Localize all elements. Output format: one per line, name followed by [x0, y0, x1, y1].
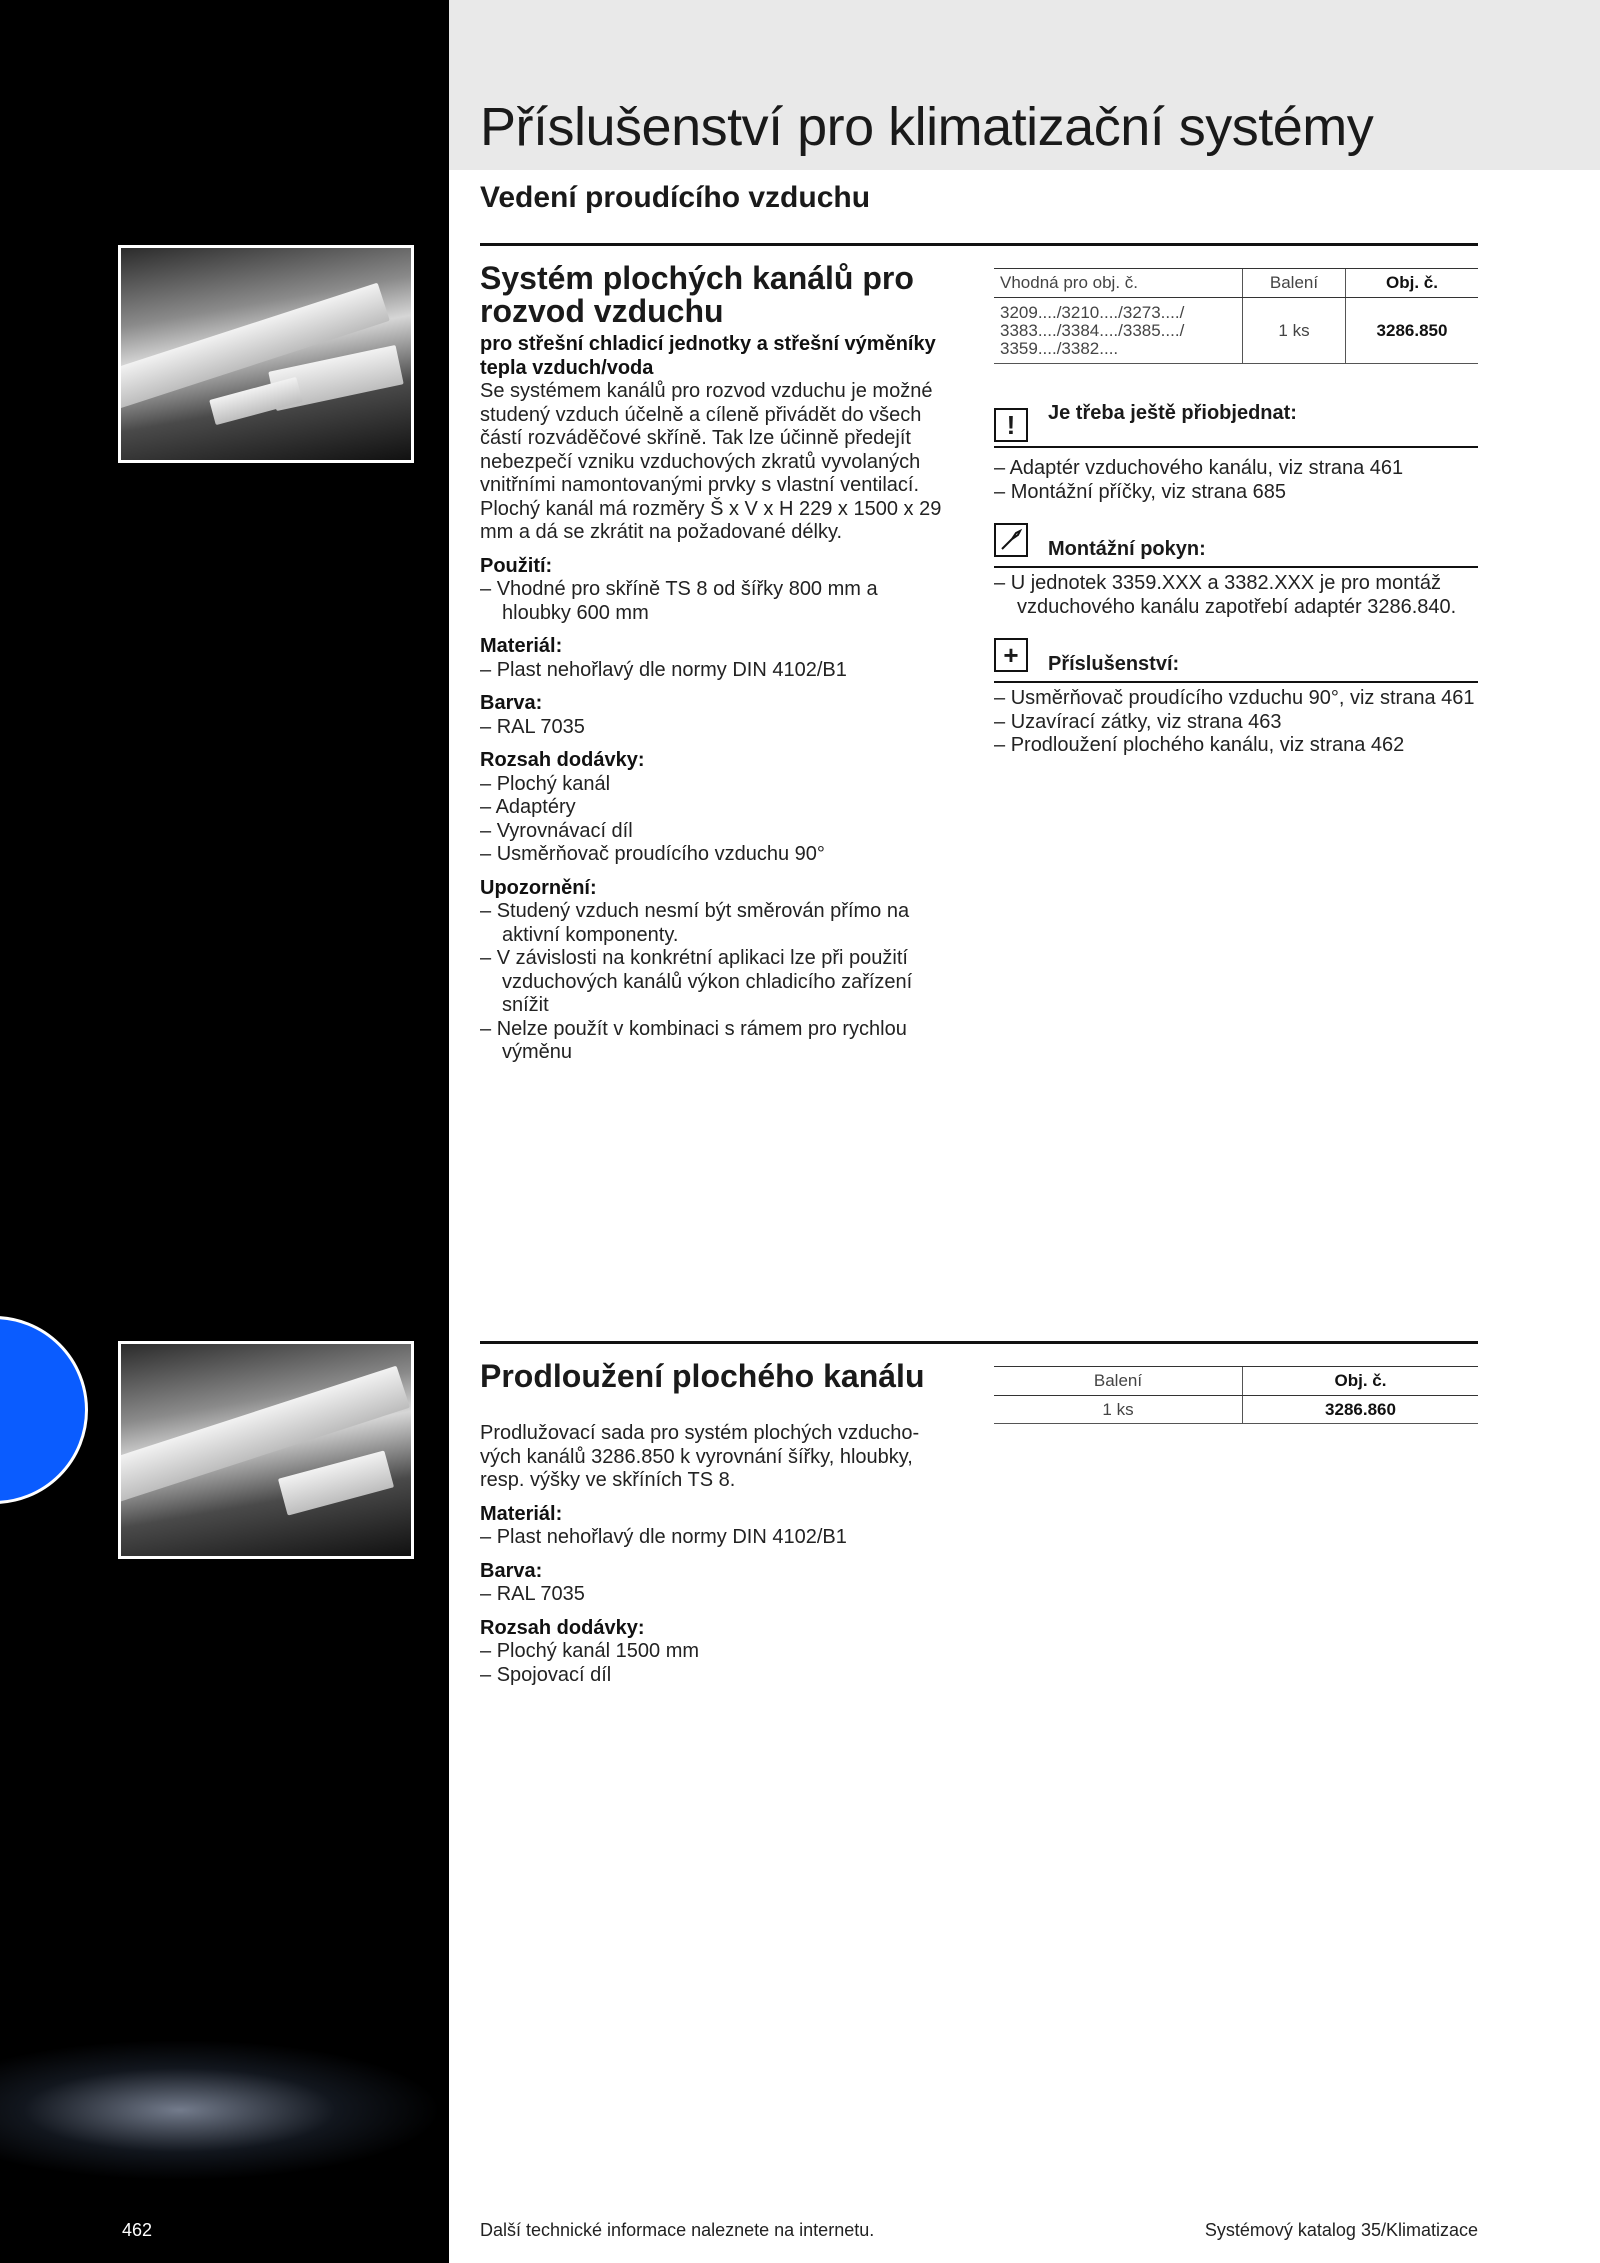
- footer-catalog: Systémový katalog 35/Klimatizace: [1204, 2220, 1478, 2240]
- page-number: 462: [122, 2220, 153, 2240]
- section-title-flat-duct: Systém plochých kanálů pro rozvod vzduchu: [480, 260, 914, 329]
- note-list-accessories: [994, 687, 1478, 758]
- list-item: – Plochý kanál 1500 mm: [480, 1640, 700, 1662]
- table-cell: 1 ks: [994, 1396, 1243, 1424]
- note-list-mounting: [994, 572, 1478, 619]
- list-item: – Adaptér vzduchového kanálu, viz strana 461: [994, 457, 1404, 479]
- plus-icon: +: [994, 638, 1028, 672]
- usage-heading: Použití:: [480, 554, 553, 577]
- footer-note: Další technické informace naleznete na internetu.: [480, 2220, 875, 2240]
- page-subtitle: Vedení proudícího vzduchu: [480, 181, 871, 214]
- section-body-flat-duct: [480, 333, 950, 1065]
- table-header: Balení: [994, 1367, 1243, 1396]
- list-item: – Prodloužení plochého kanálu, viz strana 462: [994, 734, 1405, 756]
- table-cell: 3209..../3210..../3273..../ 3383..../3384..../3385..../ 3359..../3382....: [994, 298, 1243, 364]
- warning-heading: Upozornění:: [480, 876, 597, 899]
- section-body-duct-extension: [480, 1422, 950, 1687]
- note-heading-mounting: Montážní pokyn:: [994, 538, 1478, 568]
- list-item: – RAL 7035: [480, 715, 585, 738]
- note-heading-accessories: Příslušenství:: [994, 653, 1478, 683]
- material-heading: Materiál:: [480, 635, 563, 657]
- table-cell: 3286.860: [1243, 1396, 1479, 1424]
- list-item: – Usměrňovač proudícího vzduchu 90°: [480, 843, 825, 865]
- list-item: – Montážní příčky, viz strana 685: [994, 480, 1286, 503]
- list-item: – Plast nehořlavý dle normy DIN 4102/B1: [480, 658, 847, 681]
- table-header: Balení: [1243, 269, 1346, 298]
- divider: [480, 1341, 1478, 1344]
- table-header: Obj. č.: [1243, 1367, 1479, 1396]
- table-header: Vhodná pro obj. č.: [994, 269, 1243, 298]
- order-table-duct-extension: [994, 1366, 1478, 1424]
- list-item: – Nelze použít v kombinaci s rámem pro rychlou výměnu: [480, 1017, 907, 1063]
- table-cell: 1 ks: [1243, 298, 1346, 364]
- divider: [480, 243, 1478, 246]
- note-heading-order-also: Je třeba ještě přiobjednat:: [994, 402, 1478, 448]
- list-item: – Studený vzduch nesmí být směrován přímo na aktivní komponenty.: [480, 900, 910, 946]
- table-header: Obj. č.: [1346, 269, 1479, 298]
- material-heading: Materiál:: [480, 1502, 563, 1525]
- list-item: – RAL 7035: [480, 1583, 585, 1605]
- order-table-flat-duct: [994, 268, 1478, 364]
- list-item: – Plochý kanál: [480, 772, 611, 795]
- list-item: – Vyrovnávací díl: [480, 819, 633, 842]
- table-cell: 3286.850: [1346, 298, 1479, 364]
- section-description: Prodlužovací sada pro systém plochých vzducho-vých kanálů 3286.850 k vyrovnání šířky, hloubky, resp. výšky ve skříních TS 8.: [480, 1422, 920, 1491]
- scope-heading: Rozsah dodávky:: [480, 1616, 645, 1639]
- list-item: – Vhodné pro skříně TS 8 od šířky 800 mm a hloubky 600 mm: [480, 578, 878, 624]
- product-photo-flat-duct: [118, 245, 414, 463]
- note-list-order-also: [994, 457, 1478, 504]
- list-item: – U jednotek 3359.XXX a 3382.XXX je pro montáž vzduchového kanálu zapotřebí adaptér 3286.840.: [994, 572, 1457, 618]
- section-description: Se systémem kanálů pro rozvod vzduchu je možné studený vzduch účelně a cíleně přivádět do všech částí rozváděčové skříně. Tak lze účinně předejít nebezpečí vzniku vzduchových zkratů vyvolaných vnitřními namontovanými prvky s vlastní ventilací. Plochý kanál má rozměry Š x V x H 229 x 1500 x 29 mm a dá se zkrátit na požadované délky.: [480, 380, 942, 543]
- list-item: – V závislosti na konkrétní aplikaci lze při použití vzduchových kanálů výkon chladicího zařízení snížit: [480, 947, 913, 1016]
- product-photo-duct-extension: [118, 1341, 414, 1559]
- color-heading: Barva:: [480, 1559, 543, 1582]
- list-item: – Adaptéry: [480, 796, 576, 818]
- list-item: – Usměrňovač proudícího vzduchu 90°, viz strana 461: [994, 687, 1475, 709]
- list-item: – Plast nehořlavý dle normy DIN 4102/B1: [480, 1526, 847, 1548]
- list-item: – Uzavírací zátky, viz strana 463: [994, 710, 1282, 733]
- section-lead: pro střešní chladicí jednotky a střešní výměníky tepla vzduch/voda: [480, 333, 936, 379]
- sidebar-glow: [0, 2040, 449, 2180]
- color-heading: Barva:: [480, 692, 543, 714]
- exclamation-icon: !: [994, 408, 1028, 442]
- page-title: Příslušenství pro klimatizační systémy: [480, 97, 1374, 157]
- scope-heading: Rozsah dodávky:: [480, 749, 645, 771]
- section-title-duct-extension: Prodloužení plochého kanálu: [480, 1358, 925, 1394]
- list-item: – Spojovací díl: [480, 1663, 612, 1686]
